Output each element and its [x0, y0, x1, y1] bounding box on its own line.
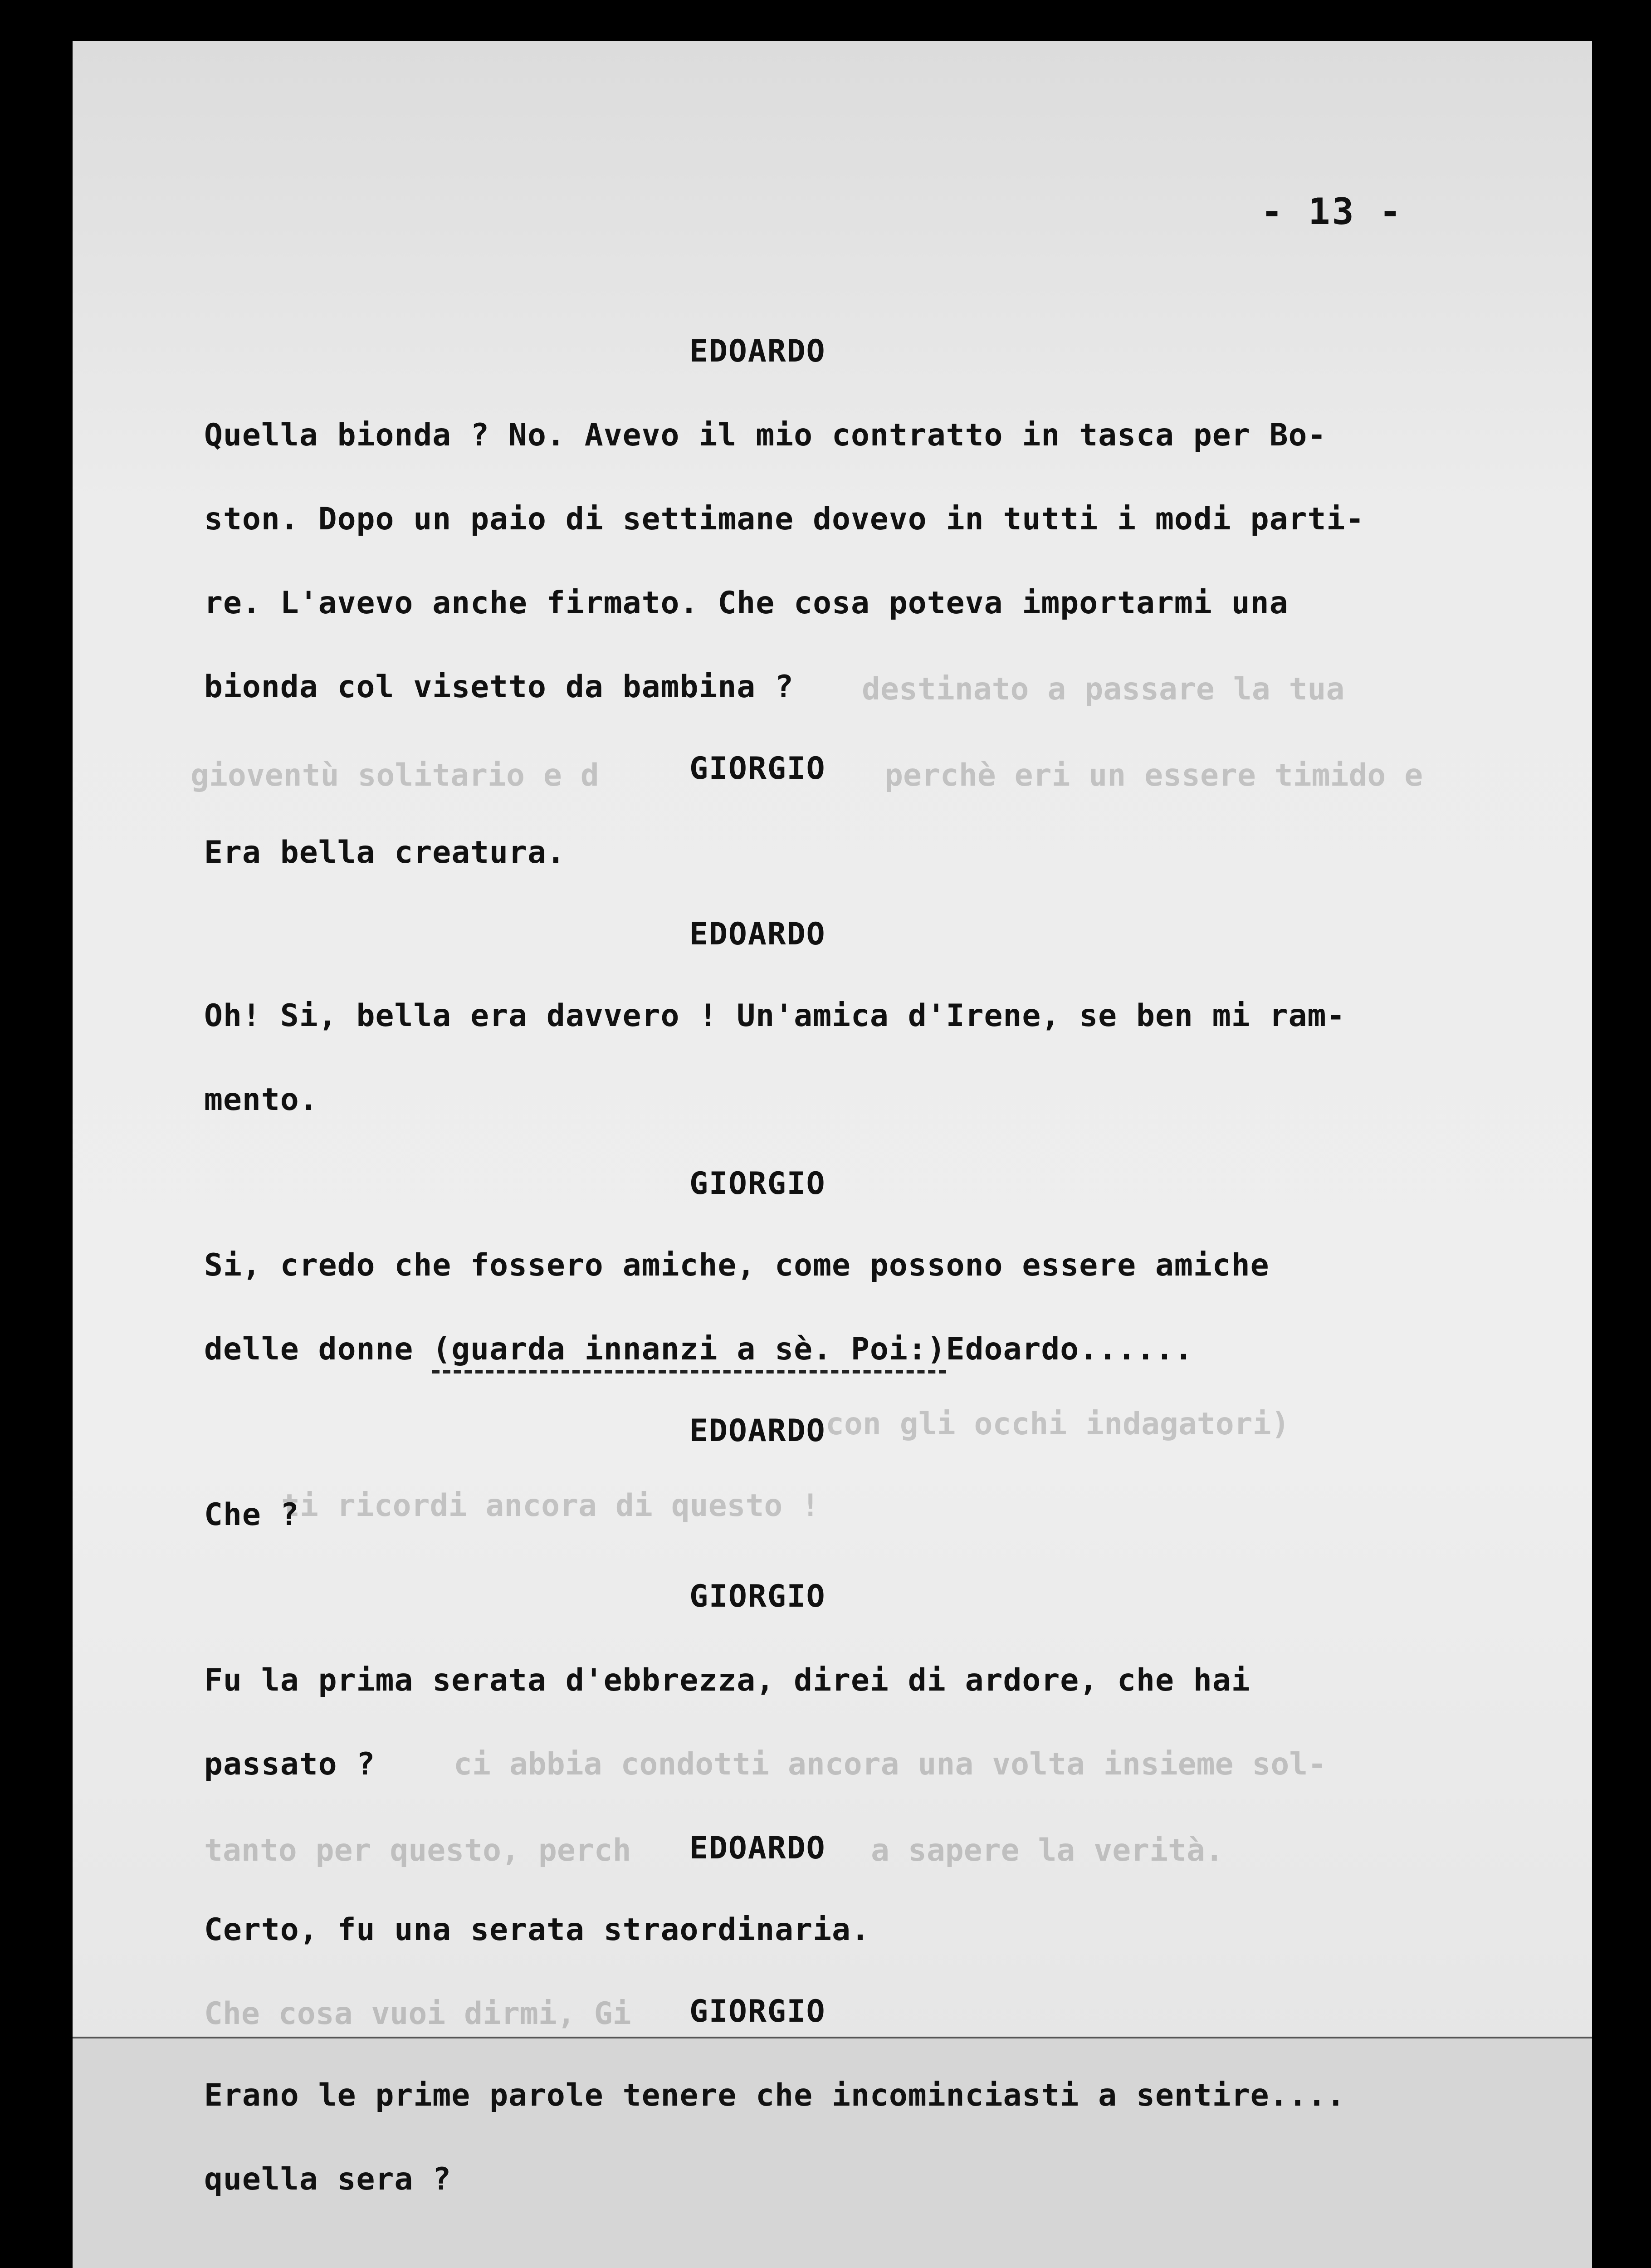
dialogue-line: Oh! Si, bella era davvero ! Un'amica d'Irene, se ben mi ram-: [204, 998, 1346, 1034]
dialogue-line: re. L'avevo anche firmato. Che cosa poteva importarmi una: [204, 585, 1289, 621]
speaker-name: GIORGIO: [689, 1166, 826, 1202]
bleed-through-text: destinato a passare la tua: [862, 671, 1345, 707]
bleed-through-text: a sapere la verità.: [871, 1833, 1224, 1868]
speaker-name: EDOARDO: [689, 333, 826, 369]
page-number: - 13 -: [1261, 191, 1403, 233]
dialogue-line: quella sera ?: [204, 2161, 452, 2197]
speaker-name: EDOARDO: [689, 916, 826, 952]
speaker-name: EDOARDO: [689, 1413, 826, 1449]
bleed-through-text: perchè eri un essere timido e: [884, 758, 1423, 793]
dialogue-line: Fu la prima serata d'ebbrezza, direi di ardore, che hai: [204, 1662, 1250, 1698]
dialogue-line: Certo, fu una serata straordinaria.: [204, 1912, 870, 1948]
dialogue-line: mento.: [204, 1082, 318, 1118]
dialogue-line: Quella bionda ? No. Avevo il mio contratto in tasca per Bo-: [204, 417, 1327, 453]
bleed-through-text: Che cosa vuoi dirmi, Gi: [204, 1996, 631, 2032]
speaker-name: GIORGIO: [689, 1579, 826, 1614]
dialogue-line: ston. Dopo un paio di settimane dovevo in tutti i modi parti-: [204, 501, 1365, 537]
dialogue-line: Erano le prime parole tenere che incominciasti a sentire....: [204, 2077, 1346, 2113]
stage-direction: (guarda innanzi a sè. Poi:): [432, 1331, 946, 1374]
bleed-through-text: con gli occhi indagatori): [826, 1406, 1290, 1442]
dialogue-text: Edoardo......: [946, 1331, 1193, 1367]
dialogue-line: passato ?: [204, 1746, 376, 1782]
speaker-name: EDOARDO: [689, 1830, 826, 1866]
bleed-through-text: ti ricordi ancora di questo !: [281, 1488, 820, 1524]
bleed-through-text: gioventù solitario e d: [190, 758, 599, 793]
speaker-name: GIORGIO: [689, 751, 826, 787]
dialogue-text: delle donne: [204, 1331, 414, 1367]
dialogue-line: Che ?: [204, 1497, 299, 1533]
dialogue-line: Era bella creatura.: [204, 835, 566, 870]
dialogue-line: [204, 1331, 1193, 1367]
dialogue-line: bionda col visetto da bambina ?: [204, 669, 794, 705]
bleed-through-text: tanto per questo, perch: [204, 1833, 631, 1868]
bleed-through-text: ci abbia condotti ancora una volta insieme sol-: [454, 1746, 1327, 1782]
dialogue-line: Si, credo che fossero amiche, come possono essere amiche: [204, 1247, 1270, 1283]
scan-overlay-band: [73, 2037, 1592, 2268]
speaker-name: GIORGIO: [689, 1994, 826, 2029]
